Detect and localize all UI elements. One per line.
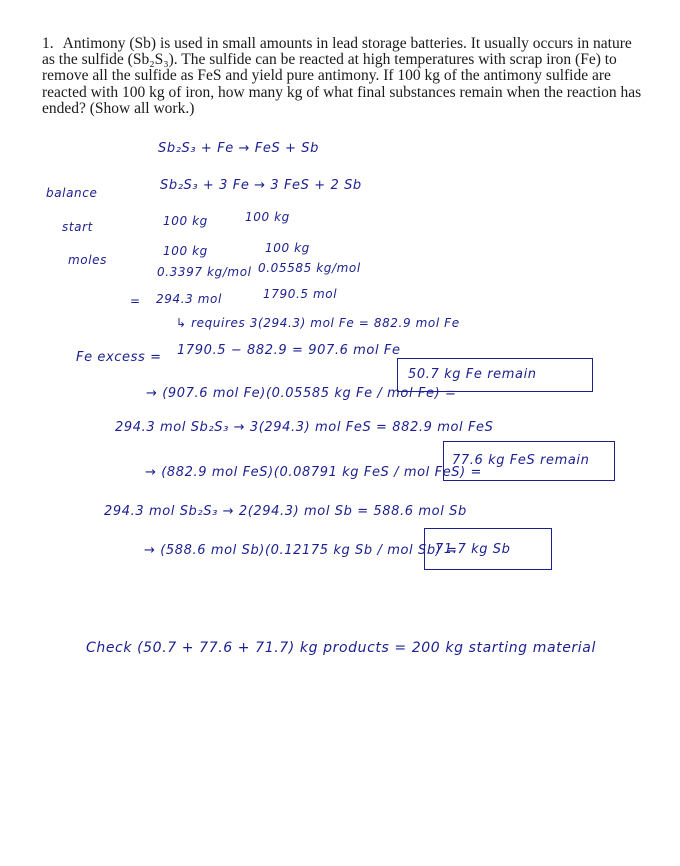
equation-balanced: Sb₂S₃ + 3 Fe → 3 FeS + 2 Sb <box>160 178 362 193</box>
fe-remain-box <box>397 358 593 392</box>
start-sb2s3-mass: 100 kg <box>163 214 208 228</box>
problem-statement <box>42 36 642 117</box>
moles-sb2s3-kg: 100 kg <box>163 244 208 258</box>
moles-fe-kg: 100 kg <box>265 241 310 255</box>
sb-conversion: → (588.6 mol Sb)(0.12175 kg Sb / mol Sb) = <box>144 543 458 558</box>
mol-fe: 1790.5 mol <box>263 287 338 301</box>
fe-excess-label: Fe excess = <box>76 350 162 365</box>
start-fe-mass: 100 kg <box>245 210 290 224</box>
problem-text: Antimony (Sb) is used in small amounts in lead storage batteries. It usually occurs in nature as the sulfide (Sb₂S₃). The sulfide can be reacted at high temperatures with scrap iron (Fe) to remove all the sulfide as FeS and yield pure antimony. If 100 kg of the antimony sulfide are reacted with 100 kg of iron, how many kg of what final substances remain when the reaction has ended? (Show all work.) <box>42 35 642 117</box>
fes-mole-line: 294.3 mol Sb₂S₃ → 3(294.3) mol FeS = 882.9 mol FeS <box>115 420 494 435</box>
moles-label: moles <box>68 253 107 267</box>
equation-unbalanced: Sb₂S₃ + Fe → FeS + Sb <box>158 141 319 156</box>
molar-mass-sb2s3: 0.3397 kg/mol <box>157 265 252 279</box>
sb-remain-box <box>424 528 552 570</box>
fes-conversion: → (882.9 mol FeS)(0.08791 kg FeS / mol FeS) = <box>145 465 483 480</box>
fes-remain-result: 77.6 kg FeS remain <box>452 453 590 468</box>
fes-remain-box <box>443 441 615 481</box>
problem-number: 1. <box>42 35 54 52</box>
fe-conversion: → (907.6 mol Fe)(0.05585 kg Fe / mol Fe) = <box>146 386 457 401</box>
fe-excess-calc: 1790.5 − 882.9 = 907.6 mol Fe <box>177 343 401 358</box>
requires-line: ↳ requires 3(294.3) mol Fe = 882.9 mol Fe <box>176 316 460 330</box>
equals-sign: = <box>130 294 141 308</box>
mol-sb2s3: 294.3 mol <box>156 292 222 306</box>
check-line: Check (50.7 + 77.6 + 71.7) kg products = 200 kg starting material <box>86 640 596 656</box>
sb-mole-line: 294.3 mol Sb₂S₃ → 2(294.3) mol Sb = 588.6 mol Sb <box>104 504 467 519</box>
start-label: start <box>62 220 93 234</box>
molar-mass-fe: 0.05585 kg/mol <box>258 261 361 275</box>
balance-label: balance <box>46 186 98 200</box>
fe-remain-result: 50.7 kg Fe remain <box>408 367 537 382</box>
sb-remain-result: 71.7 kg Sb <box>435 542 511 557</box>
